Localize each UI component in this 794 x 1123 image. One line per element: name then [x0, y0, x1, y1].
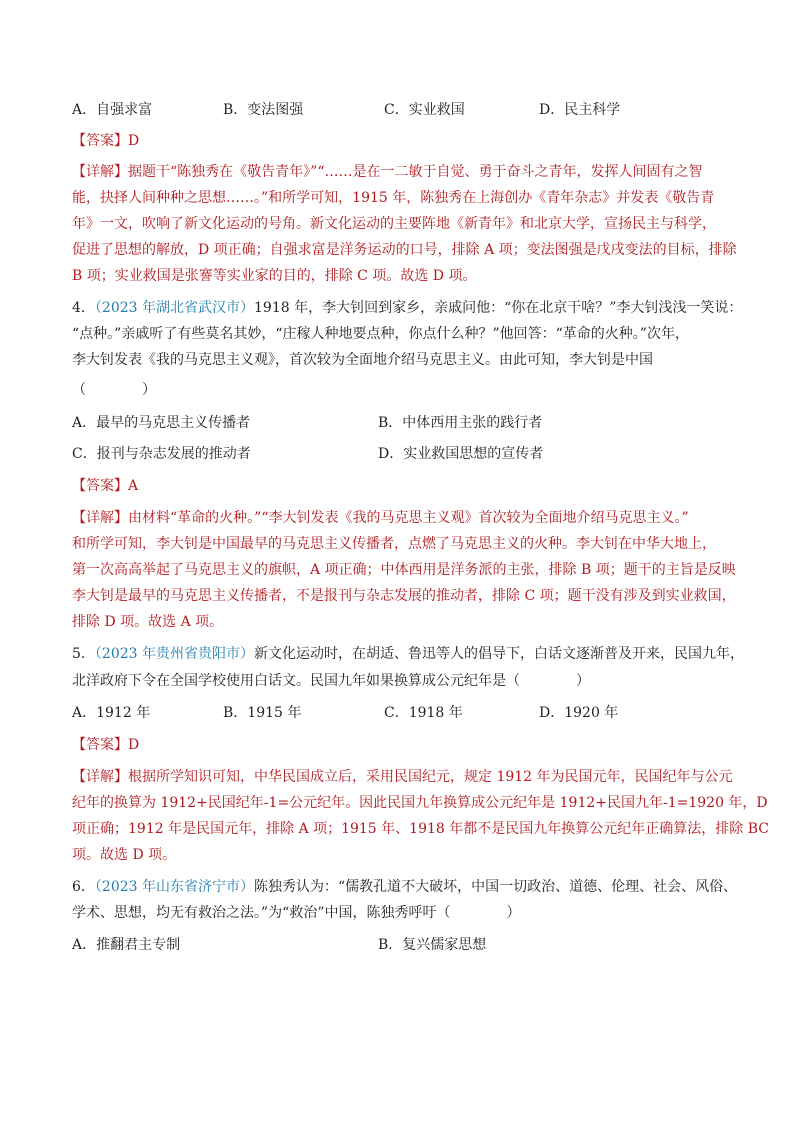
q4-stem-line-1	[72, 297, 742, 319]
q4-option-a[interactable]: A．最早的马克思主义传播者	[72, 415, 251, 431]
q5-option-b[interactable]: B．1915 年	[223, 705, 302, 721]
q3-detail-line-3: 年》一文，吹响了新文化运动的号角。新文化运动的主要阵地《新青年》和北京大学，宣扬民主与科学，	[72, 216, 716, 232]
q5-stem-line-2: 北洋政府下令在全国学校使用白话文。民国九年如果换算成公元纪年是（ ）	[72, 673, 590, 689]
question-number: 5．	[72, 646, 95, 662]
q4-option-c[interactable]: C．报刊与杂志发展的推动者	[72, 446, 251, 462]
answer-tag: 【答案】	[72, 478, 128, 494]
q3-detail-line-2: 能，抉择人间种种之思想……。”和所学可知，1915 年，陈独秀在上海创办《青年杂志》并发表《敬告青	[72, 190, 715, 206]
detail-tag: 【详解】	[72, 510, 128, 526]
q6-stem-line-1	[72, 876, 737, 898]
question-number: 6．	[72, 879, 95, 895]
q5-detail-line-1	[72, 766, 733, 788]
q5-detail-line-3: 项正确；1912 年是民国元年，排除 A 项；1915 年、1918 年都不是民国九年换算公元纪年正确算法，排除 BC	[72, 821, 769, 837]
answer-tag: 【答案】	[72, 737, 128, 753]
q4-detail-line-1	[72, 507, 689, 529]
stem-text: 陈独秀认为：“儒教孔道不大破坏，中国一切政治、道德、伦理、社会、风俗、	[254, 879, 738, 895]
q5-option-d[interactable]: D．1920 年	[539, 705, 619, 721]
q4-detail-line-5: 排除 D 项。故选 A 项。	[72, 614, 224, 630]
q4-stem-line-4: （ ）	[72, 382, 156, 398]
detail-text: 根据所学知识可知，中华民国成立后，采用民国纪元，规定 1912 年为民国元年，民国纪年与公元	[128, 769, 733, 785]
q4-detail-line-4: 李大钊是最早的马克思主义传播者，不是报刊与杂志发展的推动者，排除 C 项；题干没有涉及到实业救国，	[72, 588, 736, 604]
q3-option-d[interactable]: D．民主科学	[539, 102, 621, 118]
q4-option-d[interactable]: D．实业救国思想的宣传者	[378, 446, 544, 462]
answer-value: A	[128, 478, 139, 494]
answer-value: D	[128, 133, 140, 149]
q4-stem-line-3: 李大钊发表《我的马克思主义观》，首次较为全面地介绍马克思主义。由此可知，李大钊是中国	[72, 352, 653, 368]
q5-answer	[72, 734, 139, 756]
question-source: （2023 年山东省济宁市）	[94, 879, 255, 895]
q6-stem-line-2: 学术、思想，均无有救治之法。”为“救治”中国，陈独秀呼吁（ ）	[72, 905, 521, 921]
q5-option-c[interactable]: C．1918 年	[384, 705, 463, 721]
q4-answer	[72, 475, 138, 497]
q3-option-c[interactable]: C．实业救国	[384, 102, 465, 118]
q3-detail-line-1	[72, 161, 702, 183]
answer-tag: 【答案】	[72, 133, 128, 149]
detail-text: 由材料“革命的火种。”“李大钊发表《我的马克思主义观》首次较为全面地介绍马克思主义。”	[128, 510, 689, 526]
q5-detail-line-2: 纪年的换算为 1912+民国纪年-1=公元纪年。因此民国九年换算成公元纪年是 1912+民国九年-1=1920 年，D	[72, 795, 768, 811]
q3-answer	[72, 130, 139, 152]
q5-detail-line-4: 项。故选 D 项。	[72, 847, 177, 863]
q5-stem-line-1	[72, 643, 744, 665]
answer-value: D	[128, 737, 140, 753]
q4-detail-line-2: 和所学可知，李大钊是中国最早的马克思主义传播者，点燃了马克思主义的火种。李大钊在中华大地上，	[72, 536, 716, 552]
stem-text: 新文化运动时，在胡适、鲁迅等人的倡导下，白话文逐渐普及开来，民国九年，	[254, 646, 745, 662]
detail-text: 据题干“陈独秀在《敬告青年》”“……是在一二敏于自觉、勇于奋斗之青年，发挥人间固有之智	[128, 164, 703, 180]
question-source: （2023 年贵州省贵阳市）	[94, 646, 255, 662]
q4-stem-line-2: “点种。”亲戚听了有些莫名其妙，“庄稼人种地要点种，你点什么种？”他回答：“革命的火种。”次年，	[72, 326, 689, 342]
question-number: 4．	[72, 300, 95, 316]
detail-tag: 【详解】	[72, 164, 128, 180]
detail-tag: 【详解】	[72, 769, 128, 785]
q3-option-b[interactable]: B．变法图强	[223, 102, 304, 118]
q3-option-a[interactable]: A．自强求富	[72, 102, 153, 118]
stem-text: 1918 年，李大钊回到家乡，亲戚问他：“你在北京干啥？”李大钊浅浅一笑说：	[254, 300, 743, 316]
q3-detail-line-4: 促进了思想的解放，D 项正确；自强求富是洋务运动的口号，排除 A 项；变法图强是戊戌变法的目标，排除	[72, 242, 737, 258]
q3-detail-line-5: B 项；实业救国是张謇等实业家的目的，排除 C 项。故选 D 项。	[72, 268, 477, 284]
q4-detail-line-3: 第一次高高举起了马克思主义的旗帜，A 项正确；中体西用是洋务派的主张，排除 B 项；题干的主旨是反映	[72, 562, 736, 578]
q6-option-a[interactable]: A．推翻君主专制	[72, 937, 181, 953]
q6-option-b[interactable]: B．复兴儒家思想	[378, 937, 487, 953]
q4-option-b[interactable]: B．中体西用主张的践行者	[378, 415, 543, 431]
question-source: （2023 年湖北省武汉市）	[94, 300, 255, 316]
q5-option-a[interactable]: A．1912 年	[72, 705, 151, 721]
